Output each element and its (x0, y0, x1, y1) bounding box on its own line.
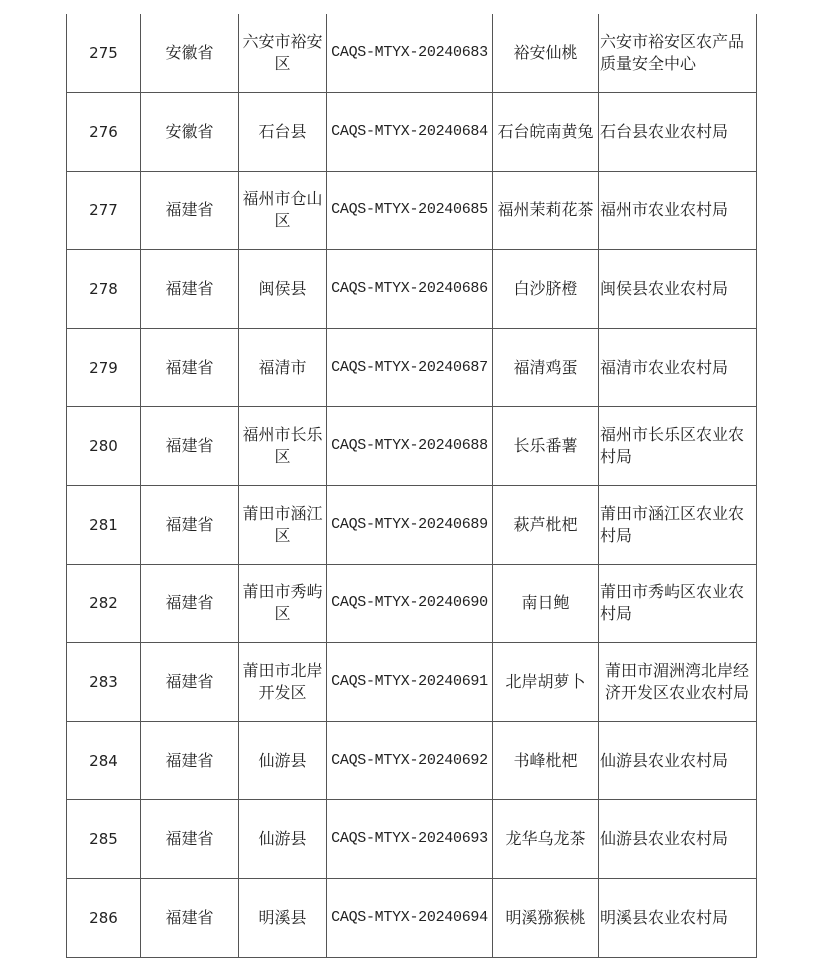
area-cell: 石台县 (239, 93, 327, 172)
province-cell: 福建省 (141, 407, 239, 486)
area-cell: 福州市仓山区 (239, 171, 327, 250)
issuing-agency-cell: 六安市裕安区农产品质量安全中心 (599, 14, 757, 93)
certificate-code-cell: CAQS-MTYX-20240692 (327, 721, 493, 800)
certificate-code-cell: CAQS-MTYX-20240693 (327, 800, 493, 879)
product-name-cell: 萩芦枇杷 (493, 485, 599, 564)
issuing-agency-cell: 福清市农业农村局 (599, 328, 757, 407)
province-cell: 安徽省 (141, 14, 239, 93)
product-name-cell: 福清鸡蛋 (493, 328, 599, 407)
table-row (67, 721, 757, 800)
table-row (67, 93, 757, 172)
table-row (67, 171, 757, 250)
row-number: 279 (67, 328, 141, 407)
certificate-code-cell: CAQS-MTYX-20240687 (327, 328, 493, 407)
province-cell: 福建省 (141, 485, 239, 564)
certificate-code-cell: CAQS-MTYX-20240685 (327, 171, 493, 250)
registry-table-container (66, 14, 756, 958)
table-row (67, 800, 757, 879)
row-number: 276 (67, 93, 141, 172)
province-cell: 福建省 (141, 328, 239, 407)
product-name-cell: 白沙脐橙 (493, 250, 599, 329)
product-name-cell: 北岸胡萝卜 (493, 643, 599, 722)
issuing-agency-cell: 福州市农业农村局 (599, 171, 757, 250)
issuing-agency-cell: 仙游县农业农村局 (599, 800, 757, 879)
province-cell: 福建省 (141, 643, 239, 722)
area-cell: 莆田市北岸开发区 (239, 643, 327, 722)
table-body (67, 14, 757, 957)
area-cell: 莆田市秀屿区 (239, 564, 327, 643)
issuing-agency-cell: 莆田市秀屿区农业农村局 (599, 564, 757, 643)
province-cell: 福建省 (141, 564, 239, 643)
table-row (67, 643, 757, 722)
product-name-cell: 书峰枇杷 (493, 721, 599, 800)
issuing-agency-cell: 莆田市湄洲湾北岸经济开发区农业农村局 (599, 643, 757, 722)
row-number: 283 (67, 643, 141, 722)
table-row (67, 250, 757, 329)
row-number: 281 (67, 485, 141, 564)
certificate-code-cell: CAQS-MTYX-20240688 (327, 407, 493, 486)
product-name-cell: 龙华乌龙茶 (493, 800, 599, 879)
area-cell: 仙游县 (239, 800, 327, 879)
province-cell: 安徽省 (141, 93, 239, 172)
product-name-cell: 长乐番薯 (493, 407, 599, 486)
certificate-code-cell: CAQS-MTYX-20240694 (327, 878, 493, 957)
product-name-cell: 裕安仙桃 (493, 14, 599, 93)
certificate-code-cell: CAQS-MTYX-20240691 (327, 643, 493, 722)
certificate-code-cell: CAQS-MTYX-20240690 (327, 564, 493, 643)
product-name-cell: 明溪猕猴桃 (493, 878, 599, 957)
province-cell: 福建省 (141, 250, 239, 329)
table-row (67, 14, 757, 93)
area-cell: 福清市 (239, 328, 327, 407)
table-row (67, 564, 757, 643)
issuing-agency-cell: 仙游县农业农村局 (599, 721, 757, 800)
issuing-agency-cell: 福州市长乐区农业农村局 (599, 407, 757, 486)
issuing-agency-cell: 闽侯县农业农村局 (599, 250, 757, 329)
table-row (67, 878, 757, 957)
province-cell: 福建省 (141, 721, 239, 800)
product-name-cell: 福州茉莉花茶 (493, 171, 599, 250)
product-name-cell: 石台皖南黄兔 (493, 93, 599, 172)
area-cell: 莆田市涵江区 (239, 485, 327, 564)
certificate-code-cell: CAQS-MTYX-20240683 (327, 14, 493, 93)
area-cell: 福州市长乐区 (239, 407, 327, 486)
table-row (67, 485, 757, 564)
row-number: 284 (67, 721, 141, 800)
table-row (67, 328, 757, 407)
row-number: 285 (67, 800, 141, 879)
row-number: 282 (67, 564, 141, 643)
certificate-code-cell: CAQS-MTYX-20240686 (327, 250, 493, 329)
province-cell: 福建省 (141, 800, 239, 879)
area-cell: 明溪县 (239, 878, 327, 957)
row-number: 277 (67, 171, 141, 250)
certificate-code-cell: CAQS-MTYX-20240689 (327, 485, 493, 564)
issuing-agency-cell: 明溪县农业农村局 (599, 878, 757, 957)
area-cell: 闽侯县 (239, 250, 327, 329)
table-row (67, 407, 757, 486)
row-number: 275 (67, 14, 141, 93)
province-cell: 福建省 (141, 878, 239, 957)
certificate-code-cell: CAQS-MTYX-20240684 (327, 93, 493, 172)
registry-table (66, 14, 757, 958)
product-name-cell: 南日鲍 (493, 564, 599, 643)
row-number: 280 (67, 407, 141, 486)
issuing-agency-cell: 莆田市涵江区农业农村局 (599, 485, 757, 564)
row-number: 278 (67, 250, 141, 329)
issuing-agency-cell: 石台县农业农村局 (599, 93, 757, 172)
row-number: 286 (67, 878, 141, 957)
province-cell: 福建省 (141, 171, 239, 250)
area-cell: 仙游县 (239, 721, 327, 800)
area-cell: 六安市裕安区 (239, 14, 327, 93)
